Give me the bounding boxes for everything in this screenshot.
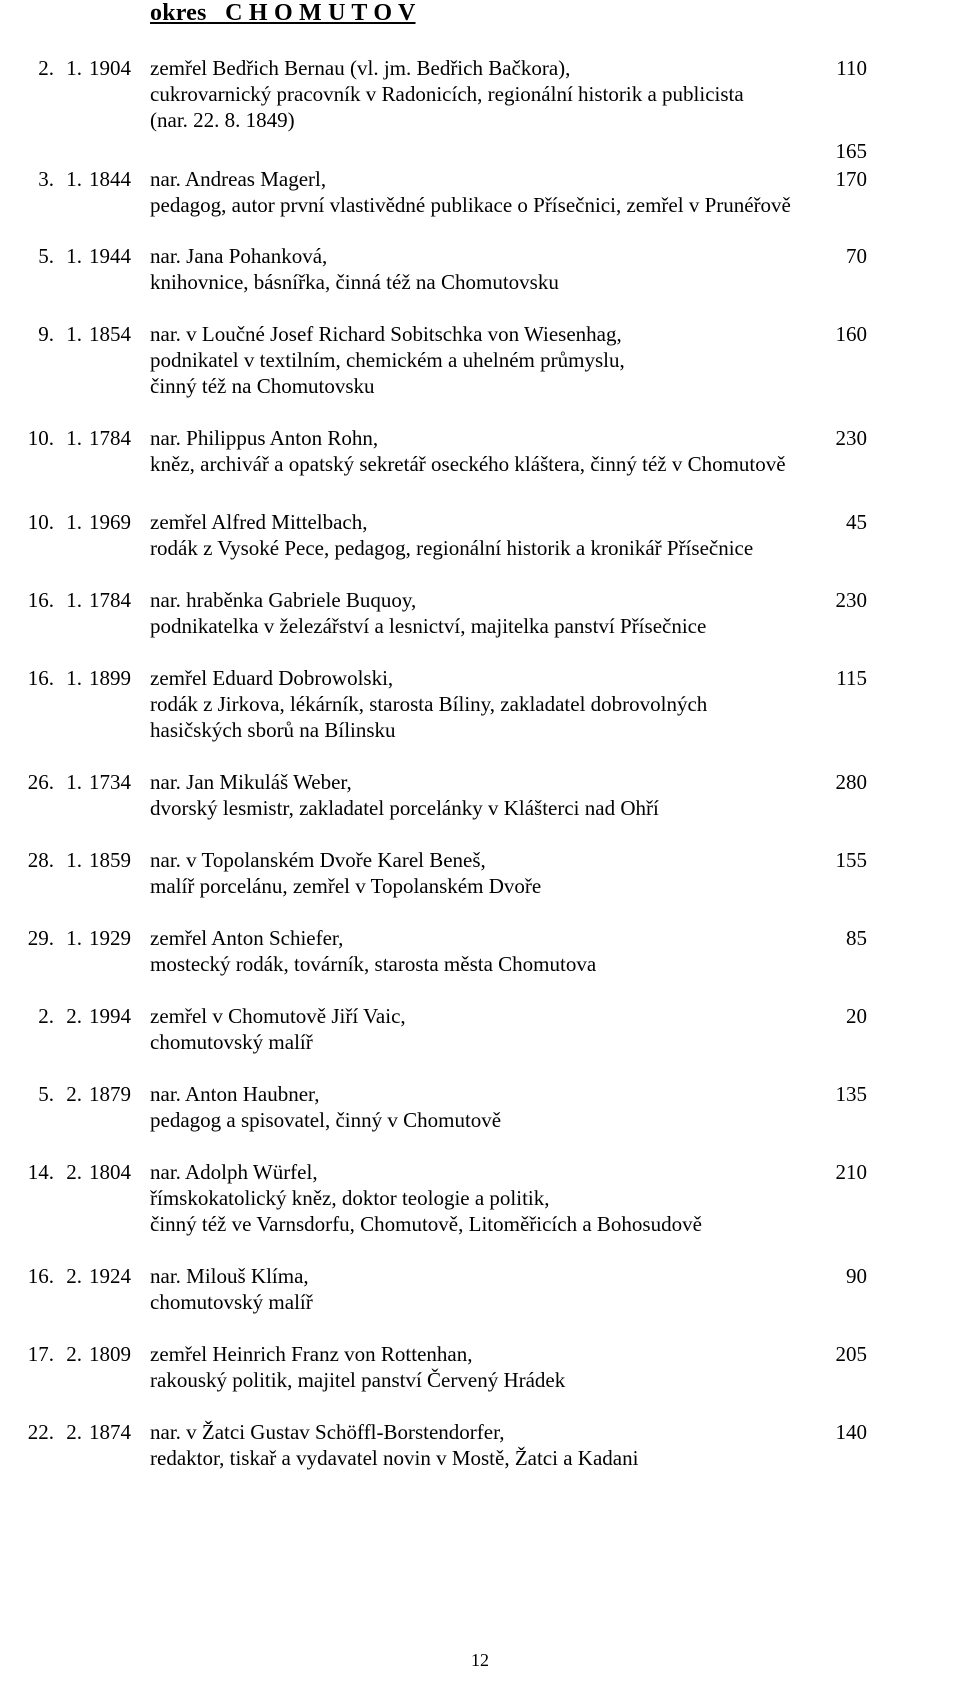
entry-day: 26. <box>27 770 54 794</box>
entry-month: 1. <box>66 322 82 346</box>
entry-year: 1994 <box>89 1004 131 1028</box>
entry-year: 1879 <box>89 1082 131 1106</box>
entry-month: 1. <box>66 510 82 534</box>
entry-headline: nar. Milouš Klíma, <box>150 1264 309 1288</box>
entry-month: 1. <box>66 770 82 794</box>
entry-anniversary-number: 160 <box>835 322 867 346</box>
entry-description-line: knihovnice, básnířka, činná též na Chomutovsku <box>150 270 559 294</box>
entry-description-line: hasičských sborů na Bílinsku <box>150 718 396 742</box>
entry-description-line: rodák z Jirkova, lékárník, starosta Bíliny, zakladatel dobrovolných <box>150 692 708 716</box>
entry-day: 16. <box>27 1264 54 1288</box>
entry-anniversary-number: 135 <box>835 1082 867 1106</box>
entry-day: 2. <box>38 56 54 80</box>
entry-headline: nar. Adolph Würfel, <box>150 1160 318 1184</box>
entry-headline: nar. Jan Mikuláš Weber, <box>150 770 352 794</box>
entry-day: 10. <box>27 426 54 450</box>
entry-description-line: rakouský politik, majitel panství Červený Hrádek <box>150 1368 566 1392</box>
entry-year: 1809 <box>89 1342 131 1366</box>
entry-month: 2. <box>66 1082 82 1106</box>
entry-headline: nar. v Topolanském Dvoře Karel Beneš, <box>150 848 486 872</box>
entry-year: 1734 <box>89 770 131 794</box>
entry-month: 1. <box>66 588 82 612</box>
entry-headline: zemřel Anton Schiefer, <box>150 926 344 950</box>
entry-day: 28. <box>27 848 54 872</box>
entry-description-line: chomutovský malíř <box>150 1030 313 1054</box>
entry-headline: nar. Andreas Magerl, <box>150 167 327 191</box>
entry-month: 2. <box>66 1264 82 1288</box>
entry-year: 1944 <box>89 244 131 268</box>
entry-day: 16. <box>27 666 54 690</box>
entry-description-line: podnikatel v textilním, chemickém a uhelném průmyslu, <box>150 348 625 372</box>
entry-description-line: římskokatolický kněz, doktor teologie a politik, <box>150 1186 550 1210</box>
entry-month: 2. <box>66 1342 82 1366</box>
entry-anniversary-number: 205 <box>835 1342 867 1366</box>
entry-year: 1899 <box>89 666 131 690</box>
page-number: 12 <box>471 1650 489 1670</box>
entry-month: 1. <box>66 666 82 690</box>
entry-year: 1859 <box>89 848 131 872</box>
entry-month: 1. <box>66 167 82 191</box>
entry-month: 1. <box>66 848 82 872</box>
entry-description-line: (nar. 22. 8. 1849) <box>150 108 295 132</box>
entry-year: 1784 <box>89 426 131 450</box>
entry-year: 1804 <box>89 1160 131 1184</box>
entry-day: 29. <box>27 926 54 950</box>
entry-description-line: chomutovský malíř <box>150 1290 313 1314</box>
entry-year: 1924 <box>89 1264 131 1288</box>
entry-anniversary-number: 110 <box>836 56 867 80</box>
entry-month: 1. <box>66 56 82 80</box>
entry-description-line: mostecký rodák, továrník, starosta města Chomutova <box>150 952 597 976</box>
entry-headline: nar. Anton Haubner, <box>150 1082 320 1106</box>
entry-headline: nar. v Loučné Josef Richard Sobitschka von Wiesenhag, <box>150 322 622 346</box>
entry-day: 2. <box>38 1004 54 1028</box>
entry-year: 1874 <box>89 1420 131 1444</box>
entry-description-line: cukrovarnický pracovník v Radonicích, regionální historik a publicista <box>150 82 744 106</box>
entry-anniversary-number: 70 <box>846 244 867 268</box>
entry-headline: nar. hraběnka Gabriele Buquoy, <box>150 588 417 612</box>
entry-year: 1854 <box>89 322 131 346</box>
entry-headline: zemřel v Chomutově Jiří Vaic, <box>150 1004 406 1028</box>
entry-anniversary-number: 140 <box>835 1420 867 1444</box>
entry-year: 1904 <box>89 56 131 80</box>
entry-day: 14. <box>27 1160 54 1184</box>
entry-headline: zemřel Heinrich Franz von Rottenhan, <box>150 1342 473 1366</box>
entry-anniversary-number: 20 <box>846 1004 867 1028</box>
document-title: okres C H O M U T O V <box>150 0 416 26</box>
entry-anniversary-number: 45 <box>846 510 867 534</box>
entry-day: 9. <box>38 322 54 346</box>
entry-description-line: pedagog a spisovatel, činný v Chomutově <box>150 1108 502 1132</box>
entry-year: 1784 <box>89 588 131 612</box>
entry-description-line: činný též ve Varnsdorfu, Chomutově, Litoměřicích a Bohosudově <box>150 1212 702 1236</box>
entry-day: 22. <box>27 1420 54 1444</box>
entry-description-line: malíř porcelánu, zemřel v Topolanském Dvoře <box>150 874 542 898</box>
entry-description-line: kněz, archivář a opatský sekretář oseckého kláštera, činný též v Chomutově <box>150 452 786 476</box>
entry-headline: nar. Jana Pohanková, <box>150 244 328 268</box>
entry-year: 1844 <box>89 167 131 191</box>
entry-day: 17. <box>27 1342 54 1366</box>
entry-anniversary-number: 230 <box>835 588 867 612</box>
entry-anniversary-number: 85 <box>846 926 867 950</box>
entry-description-line: činný též na Chomutovsku <box>150 374 375 398</box>
entry-anniversary-number: 90 <box>846 1264 867 1288</box>
entry-month: 2. <box>66 1160 82 1184</box>
entry-anniversary-number: 155 <box>835 848 867 872</box>
entry-anniversary-number: 230 <box>835 426 867 450</box>
entry-description-line: rodák z Vysoké Pece, pedagog, regionální historik a kronikář Přísečnice <box>150 536 754 560</box>
entry-headline: zemřel Bedřich Bernau (vl. jm. Bedřich Bačkora), <box>150 56 571 80</box>
entry-anniversary-number: 210 <box>835 1160 867 1184</box>
entry-month: 2. <box>66 1420 82 1444</box>
entry-headline: zemřel Eduard Dobrowolski, <box>150 666 394 690</box>
entry-anniversary-number: 170 <box>835 167 867 191</box>
entry-day: 10. <box>27 510 54 534</box>
entry-month: 1. <box>66 926 82 950</box>
entry-headline: zemřel Alfred Mittelbach, <box>150 510 368 534</box>
entry-day: 3. <box>38 167 54 191</box>
entry-description-line: dvorský lesmistr, zakladatel porcelánky v Klášterci nad Ohří <box>150 796 659 820</box>
entry-anniversary-number-secondary: 165 <box>835 139 867 163</box>
entry-description-line: pedagog, autor první vlastivědné publikace o Přísečnici, zemřel v Prunéřově <box>150 193 791 217</box>
entry-anniversary-number: 115 <box>836 666 867 690</box>
entry-year: 1969 <box>89 510 131 534</box>
entry-headline: nar. Philippus Anton Rohn, <box>150 426 379 450</box>
entry-description-line: podnikatelka v železářství a lesnictví, majitelka panství Přísečnice <box>150 614 707 638</box>
entry-day: 16. <box>27 588 54 612</box>
entry-month: 1. <box>66 426 82 450</box>
entry-headline: nar. v Žatci Gustav Schöffl-Borstendorfer, <box>150 1420 505 1444</box>
entry-day: 5. <box>38 1082 54 1106</box>
entry-day: 5. <box>38 244 54 268</box>
entry-month: 2. <box>66 1004 82 1028</box>
entry-year: 1929 <box>89 926 131 950</box>
entry-month: 1. <box>66 244 82 268</box>
entry-anniversary-number: 280 <box>835 770 867 794</box>
entry-description-line: redaktor, tiskař a vydavatel novin v Mostě, Žatci a Kadani <box>150 1446 639 1470</box>
